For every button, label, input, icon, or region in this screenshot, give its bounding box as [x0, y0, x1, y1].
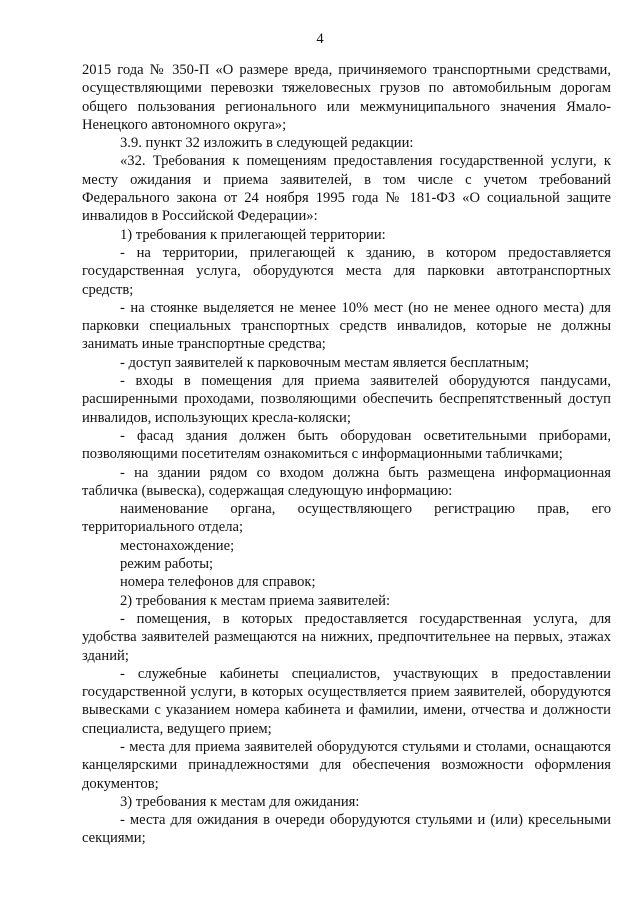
- paragraph-item-32: «32. Требования к помещениям предоставления государственной услуги, к месту ожидания и приема заявителей, в том числе с учетом требований Федерального закона от 24 ноября 1995 года № 181-ФЗ «О социальной защите инвалидов в Российской Федерации»:: [82, 153, 611, 225]
- paragraph-sign-name: наименование органа, осуществляющего регистрацию прав, его территориального отдела;: [82, 501, 611, 536]
- paragraph-free-parking: - доступ заявителей к парковочным местам является бесплатным;: [120, 354, 530, 371]
- paragraph-reception-heading: 2) требования к местам приема заявителей:: [120, 592, 391, 609]
- paragraph-office-signs: - служебные кабинеты специалистов, участвующих в предоставлении государственной услуги, в которых осуществляется прием заявителей, оборудуются вывесками с указанием номера кабинета и фамилии, имени, отчества и должности специалиста, ведущего прием;: [82, 665, 611, 737]
- paragraph-sign-hours: режим работы;: [120, 556, 214, 573]
- paragraph-facade-lighting: - фасад здания должен быть оборудован осветительными приборами, позволяющими посетителям ознакомиться с информационными табличками;: [82, 427, 611, 463]
- paragraph-ramps: - входы в помещения для приема заявителей оборудуются пандусами, расширенными проходами, позволяющими обеспечить беспрепятственный доступ инвалидов, использующих кресла-коляски;: [82, 373, 611, 426]
- paragraph-waiting-heading: 3) требования к местам для ожидания:: [120, 793, 360, 810]
- document-body: [82, 61, 611, 848]
- paragraph-disabled-parking: - на стоянке выделяется не менее 10% мест (но не менее одного места) для парковки специальных транспортных средств инвалидов, которые не должны занимать иные транспортные средства;: [82, 299, 611, 353]
- paragraph-item-3-9: 3.9. пункт 32 изложить в следующей редакции:: [120, 135, 414, 152]
- paragraph-chairs-tables: - места для приема заявителей оборудуются стульями и столами, оснащаются канцелярскими принадлежностями для обеспечения возможности оформления документов;: [82, 738, 611, 792]
- paragraph-waiting-seating: - места для ожидания в очереди оборудуются стульями и (или) кресельными секциями;: [82, 812, 611, 847]
- paragraph-sign-phones: номера телефонов для справок;: [120, 574, 316, 591]
- paragraph-sign-location: местонахождение;: [120, 537, 235, 554]
- paragraph-information-sign: - на здании рядом со входом должна быть размещена информационная табличка (вывеска), содержащая следующую информацию:: [82, 464, 611, 499]
- paragraph-ground-floors: - помещения, в которых предоставляется государственная услуга, для удобства заявителей размещаются на нижних, предпочтительнее на первых, этажах зданий;: [82, 610, 611, 664]
- paragraph-regulation-reference: 2015 года № 350-П «О размере вреда, причиняемого транспортными средствами, осуществляющими перевозки тяжеловесных грузов по автомобильным дорогам общего пользования регионального или межмуниципального значения Ямало-Ненецкого автономного округа»;: [82, 62, 611, 133]
- paragraph-territory-heading: 1) требования к прилегающей территории:: [120, 226, 386, 243]
- paragraph-parking-places: - на территории, прилегающей к зданию, в котором предоставляется государственная услуга, оборудуются места для парковки автотранспортных средств;: [82, 244, 611, 298]
- page-number: 4: [316, 31, 324, 47]
